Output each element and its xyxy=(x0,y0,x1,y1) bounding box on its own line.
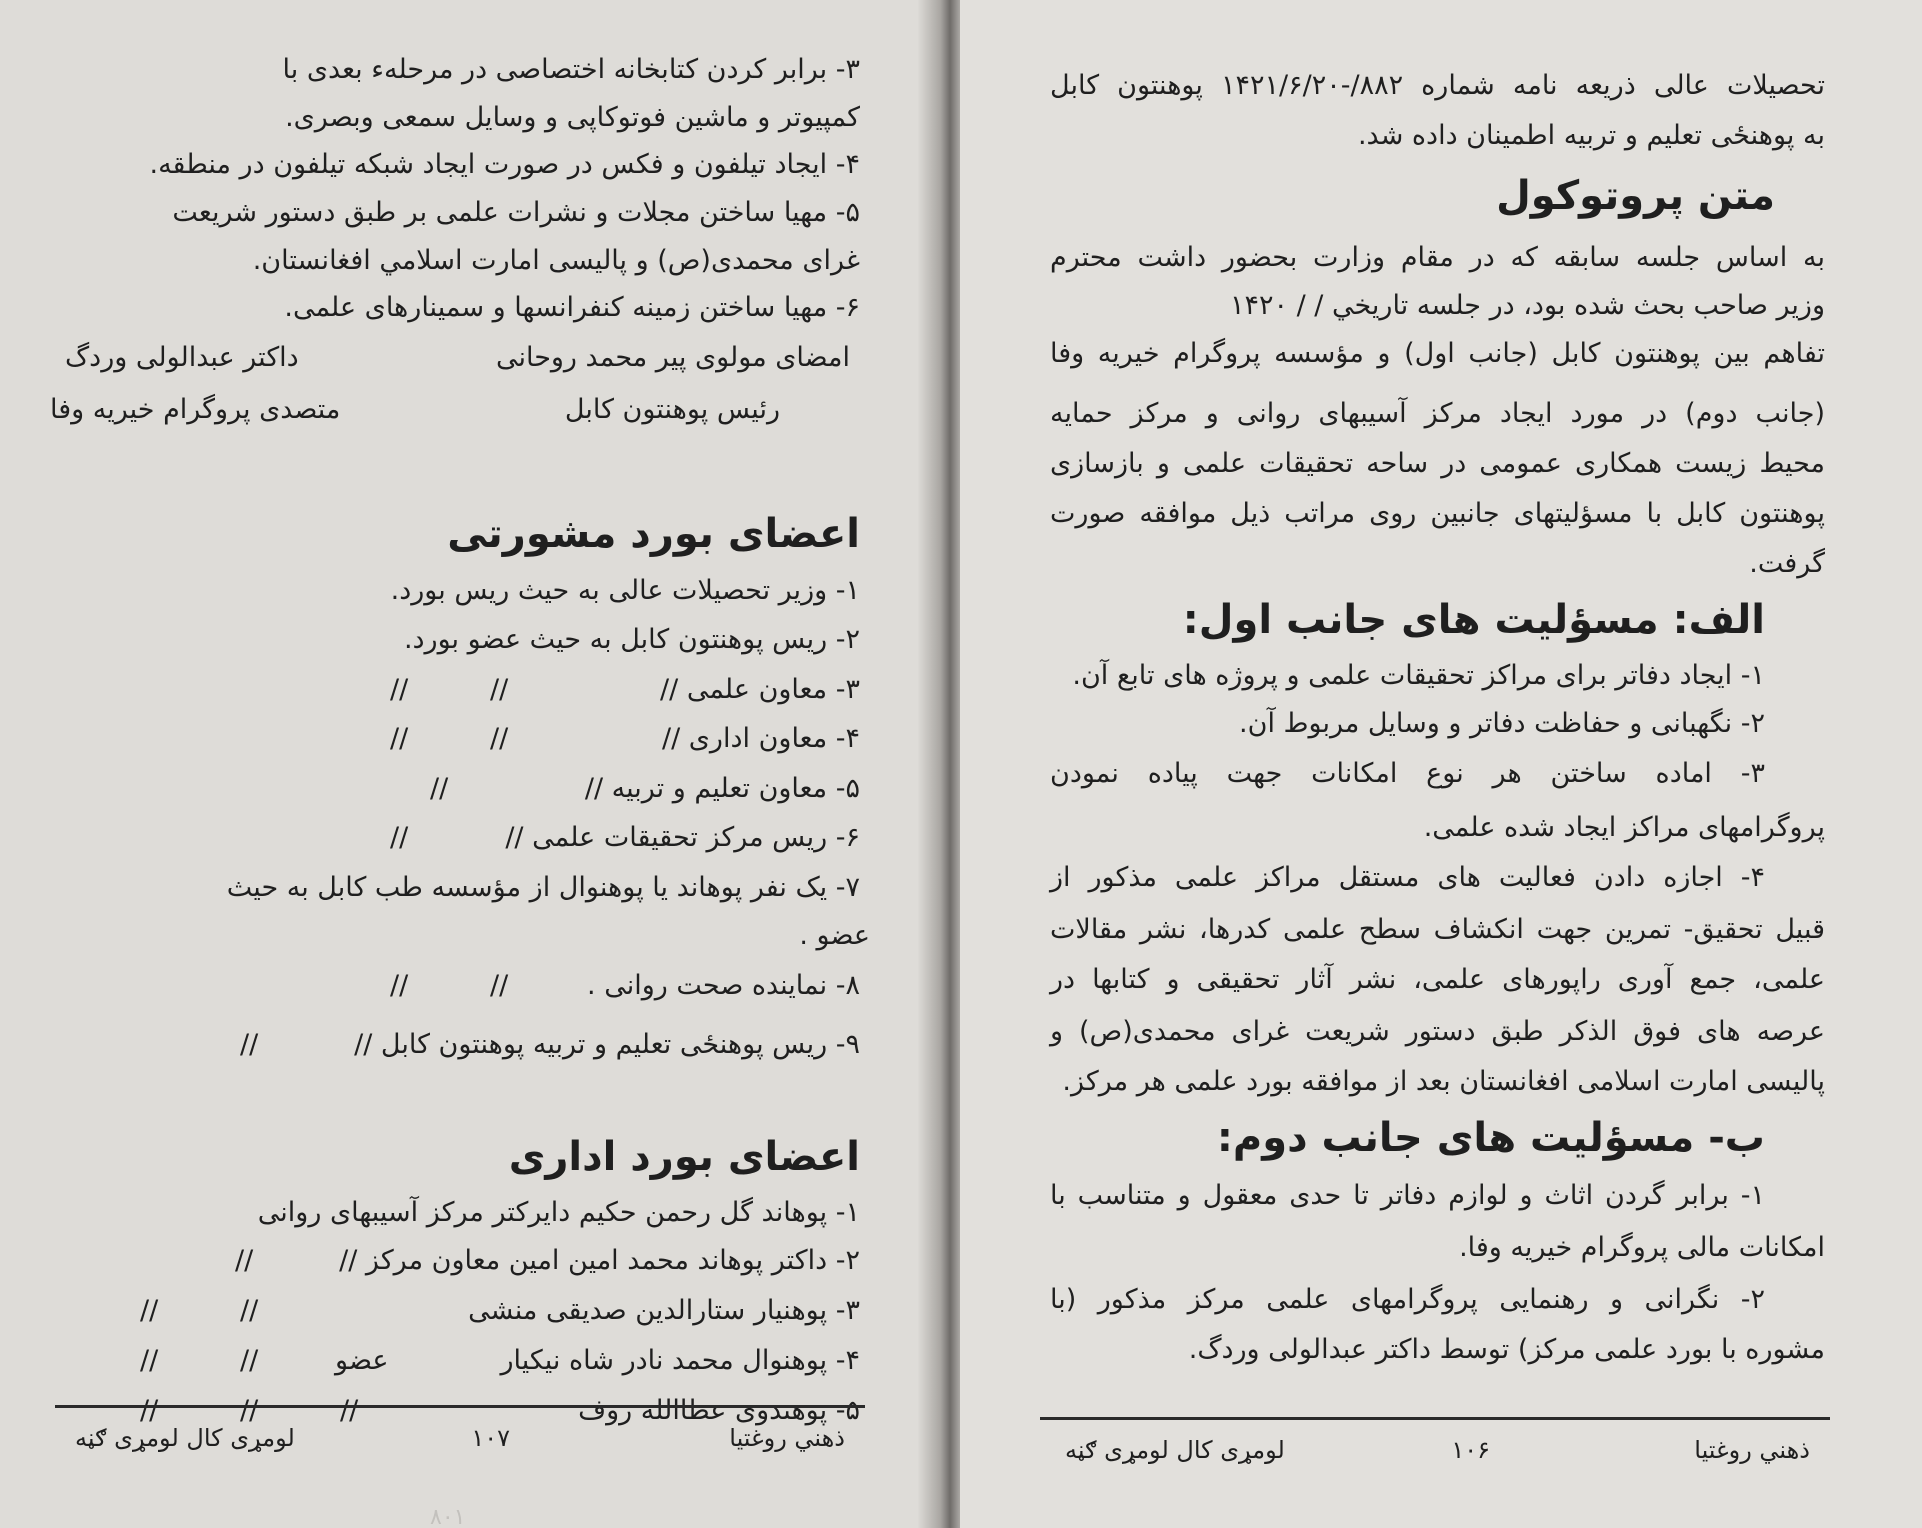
text-line: به اساس جلسه سابقه که در مقام وزارت بحضور داشت محترم xyxy=(1050,242,1825,273)
page-footer xyxy=(1040,1417,1830,1480)
ditto-mark: // xyxy=(240,1395,259,1426)
ditto-mark: // xyxy=(490,970,509,1001)
signature-row-titles xyxy=(50,392,860,428)
ditto-mark: // xyxy=(490,723,509,754)
party-two-item: ۲- نگرانی و رهنمایی پروگرامهای علمی مرکز مذکور (با xyxy=(1050,1284,1765,1315)
advisory-item: ۲- ریس پوهنتون کابل به حیث عضو بورد. xyxy=(403,624,860,655)
heading-protocol: متن پروتوکول xyxy=(1496,173,1775,219)
text-line: تفاهم بین پوهنتون کابل (جانب اول) و مؤسسه پروگرام خیریه وفا xyxy=(1050,338,1825,369)
ditto-mark: // xyxy=(240,1345,259,1376)
advisory-item: ۹- ریس پوهنځی تعلیم و تربیه پوهنتون کابل // xyxy=(354,1029,860,1060)
ditto-mark: // xyxy=(140,1345,159,1376)
advisory-item: ۸- نماینده صحت روانی . xyxy=(587,970,860,1001)
advisory-item: ۶- ریس مرکز تحقیقات علمی // xyxy=(505,822,860,853)
party-one-item: ۴- اجازه دادن فعالیت های مستقل مراکز علمی مذکور از xyxy=(1050,862,1765,893)
footer-issue: لومړی کال لومړی ګڼه xyxy=(1065,1436,1285,1464)
footer-book-title: ذهني روغتیا xyxy=(729,1424,845,1452)
advisory-item: ۴- معاون اداری // xyxy=(662,723,860,754)
member-label: عضو xyxy=(335,1345,389,1376)
signature-doctor-name: داکتر عبدالولی وردگ xyxy=(65,342,299,373)
text-line: علمی، جمع آوری راپورهای علمی، نشر آثار تحقیقی و کتابها در xyxy=(1050,964,1825,995)
advisory-item: عضو . xyxy=(799,920,870,951)
text-line: قبیل تحقیق- تمرین جهت انکشاف سطح علمی کدرها، نشر مقالات xyxy=(1050,914,1825,945)
text-line: وزیر صاحب بحث شده بود، در جلسه تاریخي / / ۱۴۲۰ xyxy=(1230,290,1825,321)
signature-row-names xyxy=(50,340,860,376)
heading-admin-board: اعضای بورد اداری xyxy=(508,1134,860,1180)
text-line: پروگرامهای مراکز ایجاد شده علمی. xyxy=(1423,812,1825,843)
footer-page-number: ۱۰۶ xyxy=(1451,1436,1490,1464)
ditto-mark: // xyxy=(235,1245,254,1276)
text-line: غرای محمدی(ص) و پالیسی امارت اسلامي افغانستان. xyxy=(252,245,860,276)
admin-item: ۱- پوهاند گل رحمن حکیم دایرکتر مرکز آسیبهای روانی xyxy=(257,1197,860,1228)
text-line: مشوره با بورد علمی مرکز) توسط داکتر عبدالولی وردگ. xyxy=(1188,1334,1825,1365)
text-line: گرفت. xyxy=(1749,548,1825,579)
text-line: امکانات مالی پروگرام خیریه وفا. xyxy=(1459,1232,1825,1263)
footer-book-title: ذهني روغتیا xyxy=(1694,1436,1810,1464)
left-page xyxy=(0,0,940,1528)
ditto-mark: // xyxy=(140,1395,159,1426)
admin-item: ۵- پوهندوی عطاالله روف xyxy=(578,1395,860,1426)
admin-item: ۳- پوهنیار ستارالدین صدیقی منشی xyxy=(468,1295,860,1326)
party-two-item: ۱- برابر گردن اثاث و لوازم دفاتر تا حدی معقول و متناسب با xyxy=(1050,1180,1765,1211)
admin-item: ۲- داکتر پوهاند محمد امین امین معاون مرکز // xyxy=(339,1245,860,1276)
text-line: تحصیلات عالی ذریعه نامه شماره ۸۸۲/-۱۴۲۱/۶/۲۰ پوهنتون کابل xyxy=(1050,70,1826,101)
ditto-mark: // xyxy=(240,1295,259,1326)
party-one-item: ۲- نگهبانی و حفاظت دفاتر و وسایل مربوط آن. xyxy=(1239,708,1765,739)
right-page xyxy=(960,0,1922,1528)
ditto-mark: // xyxy=(240,1029,259,1060)
ditto-mark: // xyxy=(390,674,409,705)
ditto-mark: // xyxy=(390,970,409,1001)
ditto-mark: // xyxy=(390,723,409,754)
heading-advisory-board: اعضای بورد مشورتی xyxy=(447,511,860,557)
signature-title-rector: رئیس پوهنتون کابل xyxy=(564,394,780,425)
heading-party-one: الف: مسؤلیت های جانب اول: xyxy=(1182,597,1765,643)
party-one-item: ۳- اماده ساختن هر نوع امکانات جهت پیاده نمودن xyxy=(1050,758,1765,789)
text-line: پوهنتون کابل با مسؤلیتهای جانبین روی مراتب ذیل موافقه صورت xyxy=(1050,498,1825,529)
signature-title-wafa: متصدی پروگرام خیریه وفا xyxy=(50,394,341,425)
party-one-item: ۱- ایجاد دفاتر برای مراکز تحقیقات علمی و پروژه های تابع آن. xyxy=(1072,660,1765,691)
text-line: عرصه های فوق الذکر طبق دستور شریعت غرای محمدی(ص) و xyxy=(1050,1016,1825,1047)
bleed-through-text: ۸۰۱ xyxy=(430,1505,466,1528)
text-line: محیط زیست همکاری عمومی در ساحه تحقیقات علمی و بازسازی xyxy=(1050,448,1825,479)
footer-issue: لومړی کال لومړی ګڼه xyxy=(75,1424,295,1452)
signature-label: امضای مولوی پیر محمد روحانی xyxy=(495,342,850,373)
text-line: ۴- ایجاد تیلفون و فکس در صورت ایجاد شبکه تیلفون در منطقه. xyxy=(149,149,860,180)
text-line: ۶- مهیا ساختن زمینه کنفرانسها و سمینارهای علمی. xyxy=(284,292,860,323)
advisory-item: ۵- معاون تعلیم و تربیه // xyxy=(584,773,860,804)
ditto-mark: // xyxy=(490,674,509,705)
text-line: (جانب دوم) در مورد ایجاد مرکز آسیبهای روانی و مرکز حمایه xyxy=(1050,398,1825,429)
admin-item: ۴- پوهنوال محمد نادر شاه نیکیار xyxy=(500,1345,860,1376)
ditto-mark: // xyxy=(140,1295,159,1326)
text-line: ۳- برابر کردن کتابخانه اختصاصی در مرحلهء بعدی با xyxy=(282,54,860,85)
ditto-mark: // xyxy=(390,822,409,853)
footer-page-number: ۱۰۷ xyxy=(471,1424,510,1452)
text-line: پالیسی امارت اسلامی افغانستان بعد از موافقه بورد علمی هر مرکز. xyxy=(1062,1066,1825,1097)
advisory-item: ۳- معاون علمی // xyxy=(660,674,860,705)
page-footer xyxy=(55,1405,865,1468)
heading-party-two: ب- مسؤلیت های جانب دوم: xyxy=(1216,1115,1765,1161)
ditto-mark: // xyxy=(430,773,449,804)
ditto-mark: // xyxy=(340,1395,359,1426)
text-line: به پوهنځی تعلیم و تربیه اطمینان داده شد. xyxy=(1357,120,1825,151)
advisory-item: ۱- وزیر تحصیلات عالی به حیث ریس بورد. xyxy=(390,575,860,606)
text-line: کمپیوتر و ماشین فوتوکاپی و وسایل سمعی وبصری. xyxy=(285,102,860,133)
text-line: ۵- مهیا ساختن مجلات و نشرات علمی بر طبق دستور شریعت xyxy=(172,197,860,228)
advisory-item: ۷- یک نفر پوهاند یا پوهنوال از مؤسسه طب کابل به حیث xyxy=(226,872,860,903)
